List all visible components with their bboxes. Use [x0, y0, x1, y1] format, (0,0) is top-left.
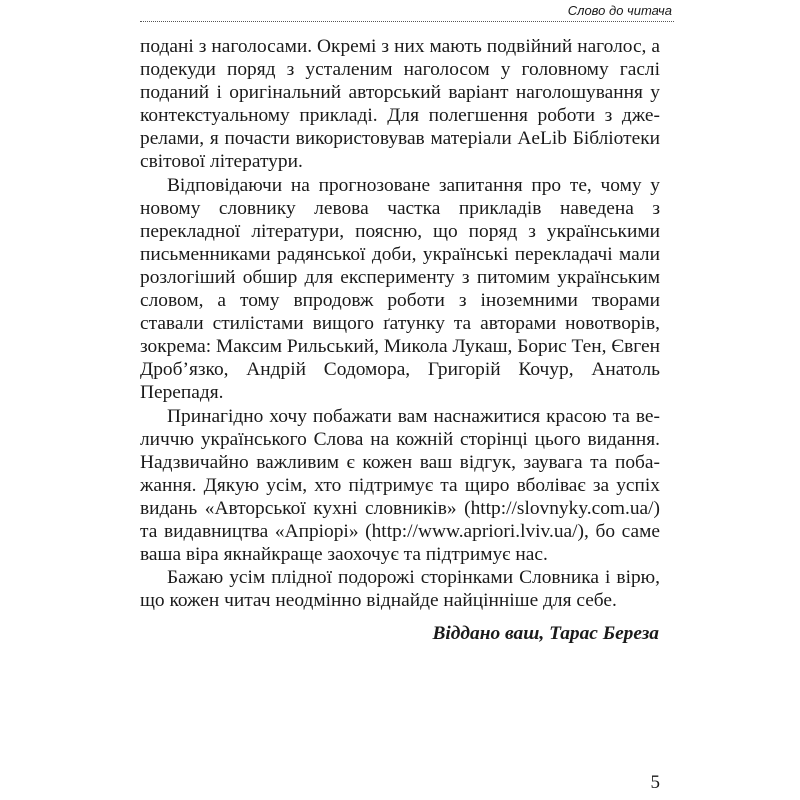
- running-header: [140, 2, 674, 22]
- body-paragraph: Відповідаючи на прогнозоване запитання про те, чому у новому словнику левова частка прикладів наведена з перекладної літератури, поясню, що поряд з українськими письменниками радянської доби, українські перекладачі мали розлогіший обшир для експерименту з питомим українським словом, а тому впродовж роботи з іноземними творами ставали стилістами вищого ґатунку та авторами новотворів, зокрема: Максим Рильський, Микола Лукаш, Борис Тен, Євген Дроб’язко, Андрій Содомора, Григорій Кочур, Анатоль Перепадя.: [140, 174, 660, 404]
- page-body: [140, 35, 660, 612]
- body-paragraph: Принагідно хочу побажати вам наснажитися красою та величчю українського Слова на кожній сторінці цього видання. Надзвичайно важливим є кожен ваш відгук, заувага та побажання. Дякую усім, хто підтримує та щиро вболіває за успіх видань «Авторської кухні словників» (http://slovnyky.com.ua/) та видавництва «Апріорі» (http://www.apriori.lviv.ua/), бо саме ваша віра якнайкраще заохочує та підтримує нас.: [140, 405, 660, 566]
- body-paragraph: подані з наголосами. Окремі з них мають подвійний наголос, а подекуди поряд з усталеним наголосом у головному гаслі поданий і оригінальний авторський варіант наголошування у контекстуальному прикладі. Для полегшення роботи з джерелами, я почасти використовував матеріали AeLib Бібліотеки світової літератури.: [140, 36, 660, 173]
- page-number: 5: [650, 772, 660, 793]
- body-paragraph: Бажаю усім плідної подорожі сторінками Словника і вірю, що кожен читач неодмінно віднайде найцінніше для себе.: [140, 567, 660, 612]
- author-signature: Віддано ваш, Тарас Береза: [432, 623, 659, 644]
- section-title: Слово до читача: [567, 3, 672, 18]
